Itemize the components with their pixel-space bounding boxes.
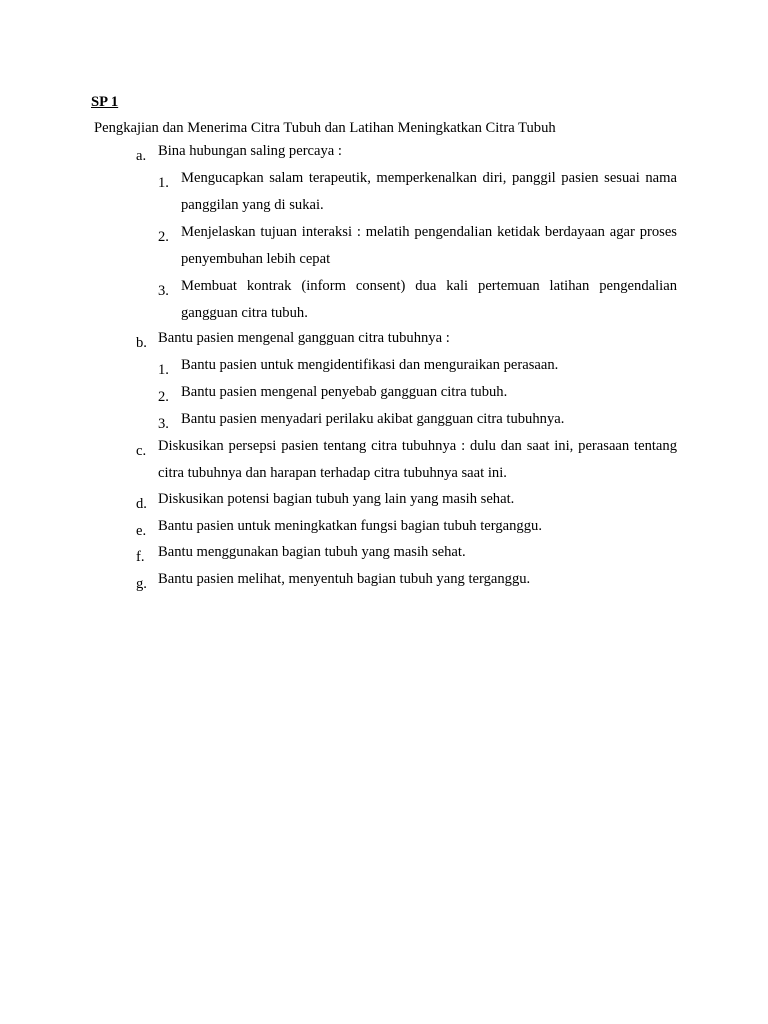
list-marker: e. xyxy=(136,523,147,539)
list-marker: c. xyxy=(136,443,147,459)
sublist-item-text: Membuat kontrak (inform consent) dua kali pertemuan latihan pengendalian gangguan citra tubuh. xyxy=(181,278,677,321)
sublist-item-text: Mengucapkan salam terapeutik, memperkenalkan diri, panggil pasien sesuai nama panggilan yang di sukai. xyxy=(181,170,677,213)
sublist-marker: 1. xyxy=(158,175,169,191)
list-item-text: Diskusikan persepsi pasien tentang citra tubuhnya : dulu dan saat ini, perasaan tentang citra tubuhnya dan harapan terhadap citra tubuhnya saat ini. xyxy=(158,438,677,481)
list-marker: d. xyxy=(136,496,147,512)
sublist-marker: 2. xyxy=(158,389,169,405)
section-subtitle: Pengkajian dan Menerima Citra Tubuh dan Latihan Meningkatkan Citra Tubuh xyxy=(94,120,556,136)
sublist-marker: 3. xyxy=(158,416,169,432)
sublist-item-text: Bantu pasien mengenal penyebab gangguan citra tubuh. xyxy=(181,384,508,400)
list-item-text: Bantu pasien melihat, menyentuh bagian tubuh yang terganggu. xyxy=(158,571,531,587)
list-marker: b. xyxy=(136,335,147,351)
sublist-marker: 1. xyxy=(158,362,169,378)
list-item-text: Bantu pasien untuk meningkatkan fungsi bagian tubuh terganggu. xyxy=(158,518,542,534)
list-item-text: Diskusikan potensi bagian tubuh yang lain yang masih sehat. xyxy=(158,491,515,507)
sublist-item-text: Bantu pasien menyadari perilaku akibat gangguan citra tubuhnya. xyxy=(181,411,565,427)
list-item-text: Bantu menggunakan bagian tubuh yang masih sehat. xyxy=(158,544,466,560)
section-title: SP 1 xyxy=(91,94,119,110)
list-marker: f. xyxy=(136,549,145,565)
sublist-marker: 3. xyxy=(158,283,169,299)
list-marker: g. xyxy=(136,576,147,592)
sublist-item-text: Menjelaskan tujuan interaksi : melatih pengendalian ketidak berdayaan agar proses penyembuhan lebih cepat xyxy=(181,224,677,267)
list-item-text: Bantu pasien mengenal gangguan citra tubuhnya : xyxy=(158,330,450,346)
sublist-marker: 2. xyxy=(158,229,169,245)
list-marker: a. xyxy=(136,148,147,164)
list-item-text: Bina hubungan saling percaya : xyxy=(158,143,342,159)
sublist-item-text: Bantu pasien untuk mengidentifikasi dan menguraikan perasaan. xyxy=(181,357,559,373)
